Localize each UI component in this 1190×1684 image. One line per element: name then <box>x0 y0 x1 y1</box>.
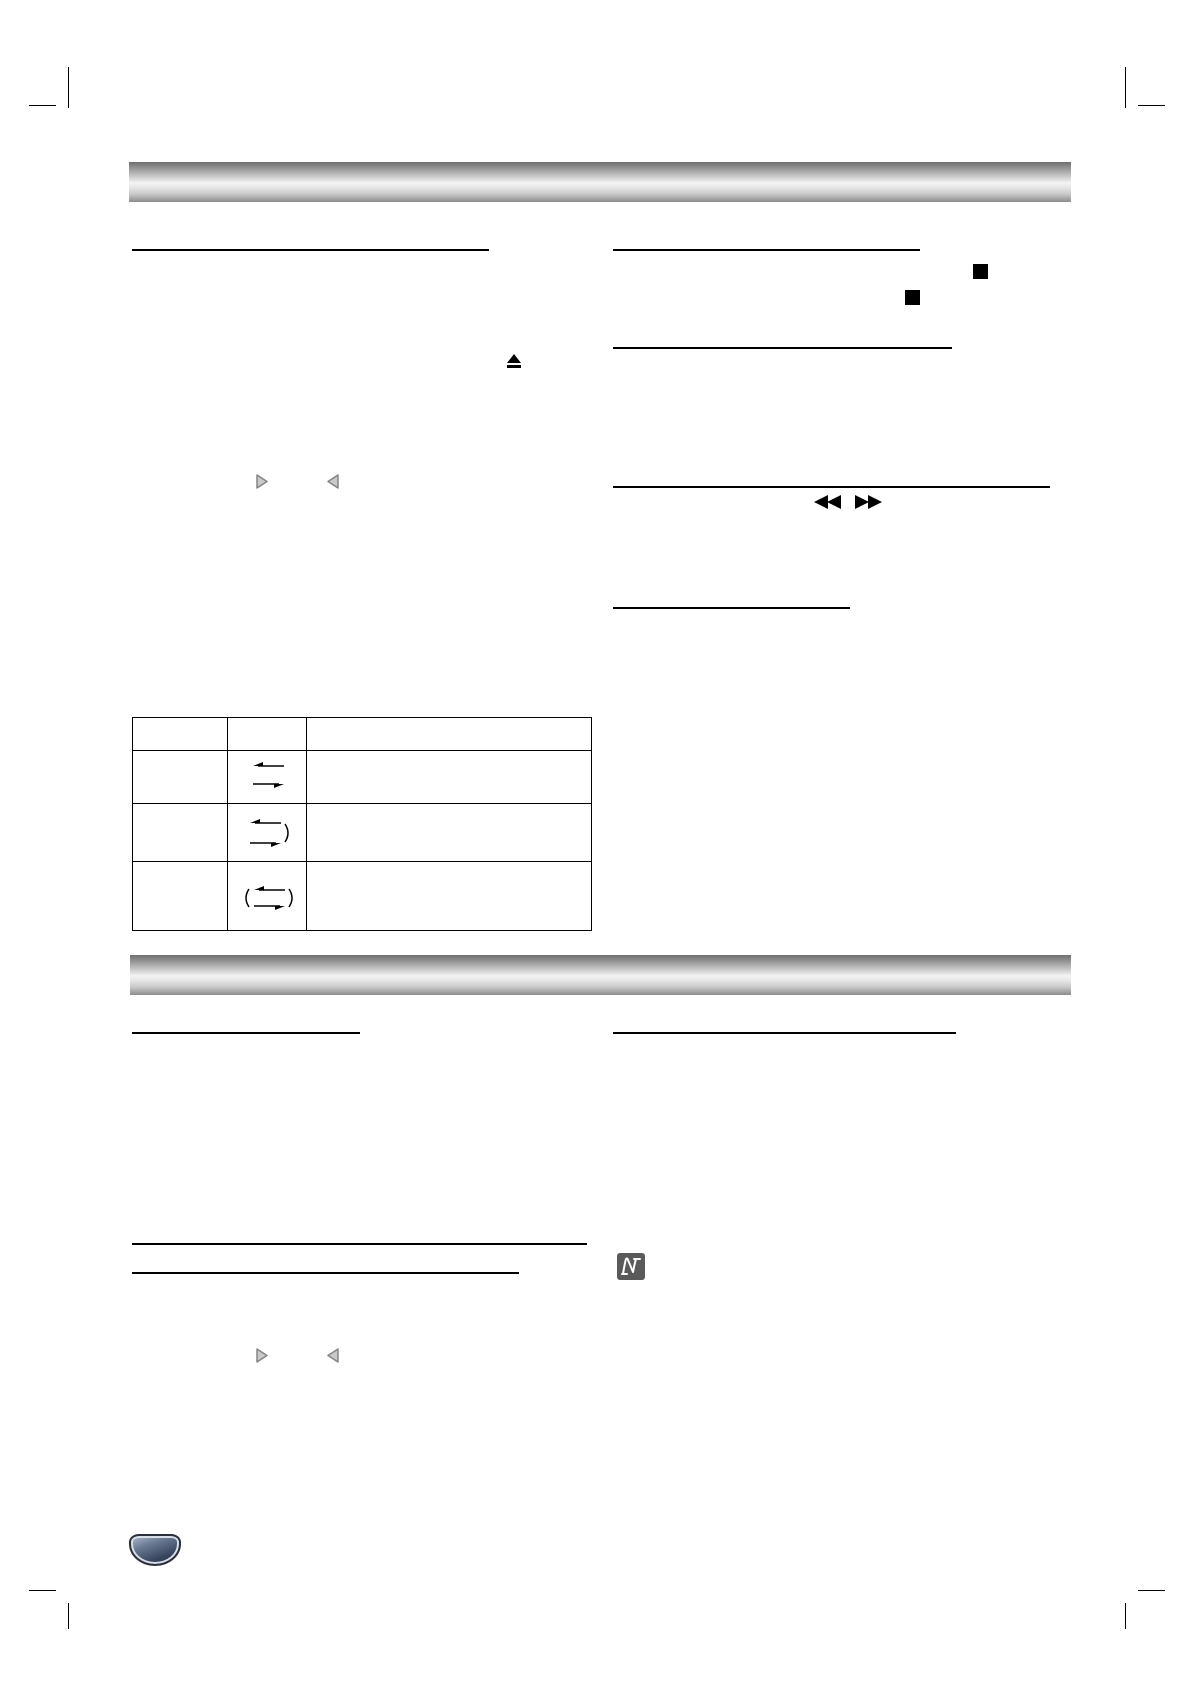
play-right-icon <box>254 473 269 490</box>
repeat-arrows-icon <box>228 752 307 802</box>
table-row <box>133 751 592 804</box>
fast-forward-icon <box>852 494 884 510</box>
heading-rule <box>613 1032 956 1034</box>
table-cell <box>228 862 307 931</box>
heading-rule <box>613 249 920 251</box>
heading-rule <box>613 607 850 609</box>
table-cell <box>228 804 307 862</box>
crop-mark-bottom-right-vertical <box>1125 1603 1126 1629</box>
rewind-icon <box>812 494 844 510</box>
table-cell <box>307 718 592 751</box>
table-cell <box>228 718 307 751</box>
play-left-icon <box>326 1347 341 1364</box>
repeat-mode-table <box>132 717 592 931</box>
section-header-band-upper <box>129 162 1071 202</box>
heading-rule <box>132 1243 587 1245</box>
crop-mark-top-left-horizontal <box>29 105 56 106</box>
table-header-row <box>133 718 592 751</box>
crop-mark-top-right-vertical <box>1125 67 1126 108</box>
play-left-icon <box>326 473 341 490</box>
stop-icon <box>973 264 988 279</box>
table-cell <box>133 804 228 862</box>
table-row <box>133 804 592 862</box>
table-cell <box>307 804 592 862</box>
note-icon <box>617 1253 645 1280</box>
table-cell <box>307 751 592 804</box>
heading-rule <box>613 486 1050 488</box>
table-row <box>133 862 592 931</box>
crop-mark-bottom-left-horizontal <box>29 1590 56 1591</box>
repeat-arrows-right-paren-icon <box>228 805 307 861</box>
play-right-icon <box>254 1347 269 1364</box>
heading-rule <box>132 1272 519 1274</box>
table-cell <box>133 862 228 931</box>
heading-rule <box>132 249 489 251</box>
table-cell <box>133 718 228 751</box>
table-cell <box>307 862 592 931</box>
heading-rule <box>132 1032 360 1034</box>
eject-icon <box>506 353 522 370</box>
stop-icon <box>905 290 920 305</box>
crop-mark-top-left-vertical <box>68 67 69 108</box>
page-number-tab <box>129 1534 181 1566</box>
crop-mark-bottom-right-horizontal <box>1138 1590 1165 1591</box>
table-cell <box>133 751 228 804</box>
heading-rule <box>613 347 952 349</box>
crop-mark-bottom-left-vertical <box>68 1603 69 1629</box>
section-header-band-lower <box>130 955 1071 995</box>
crop-mark-top-right-horizontal <box>1138 105 1165 106</box>
repeat-arrows-both-parens-icon <box>228 863 307 929</box>
table-cell <box>228 751 307 804</box>
